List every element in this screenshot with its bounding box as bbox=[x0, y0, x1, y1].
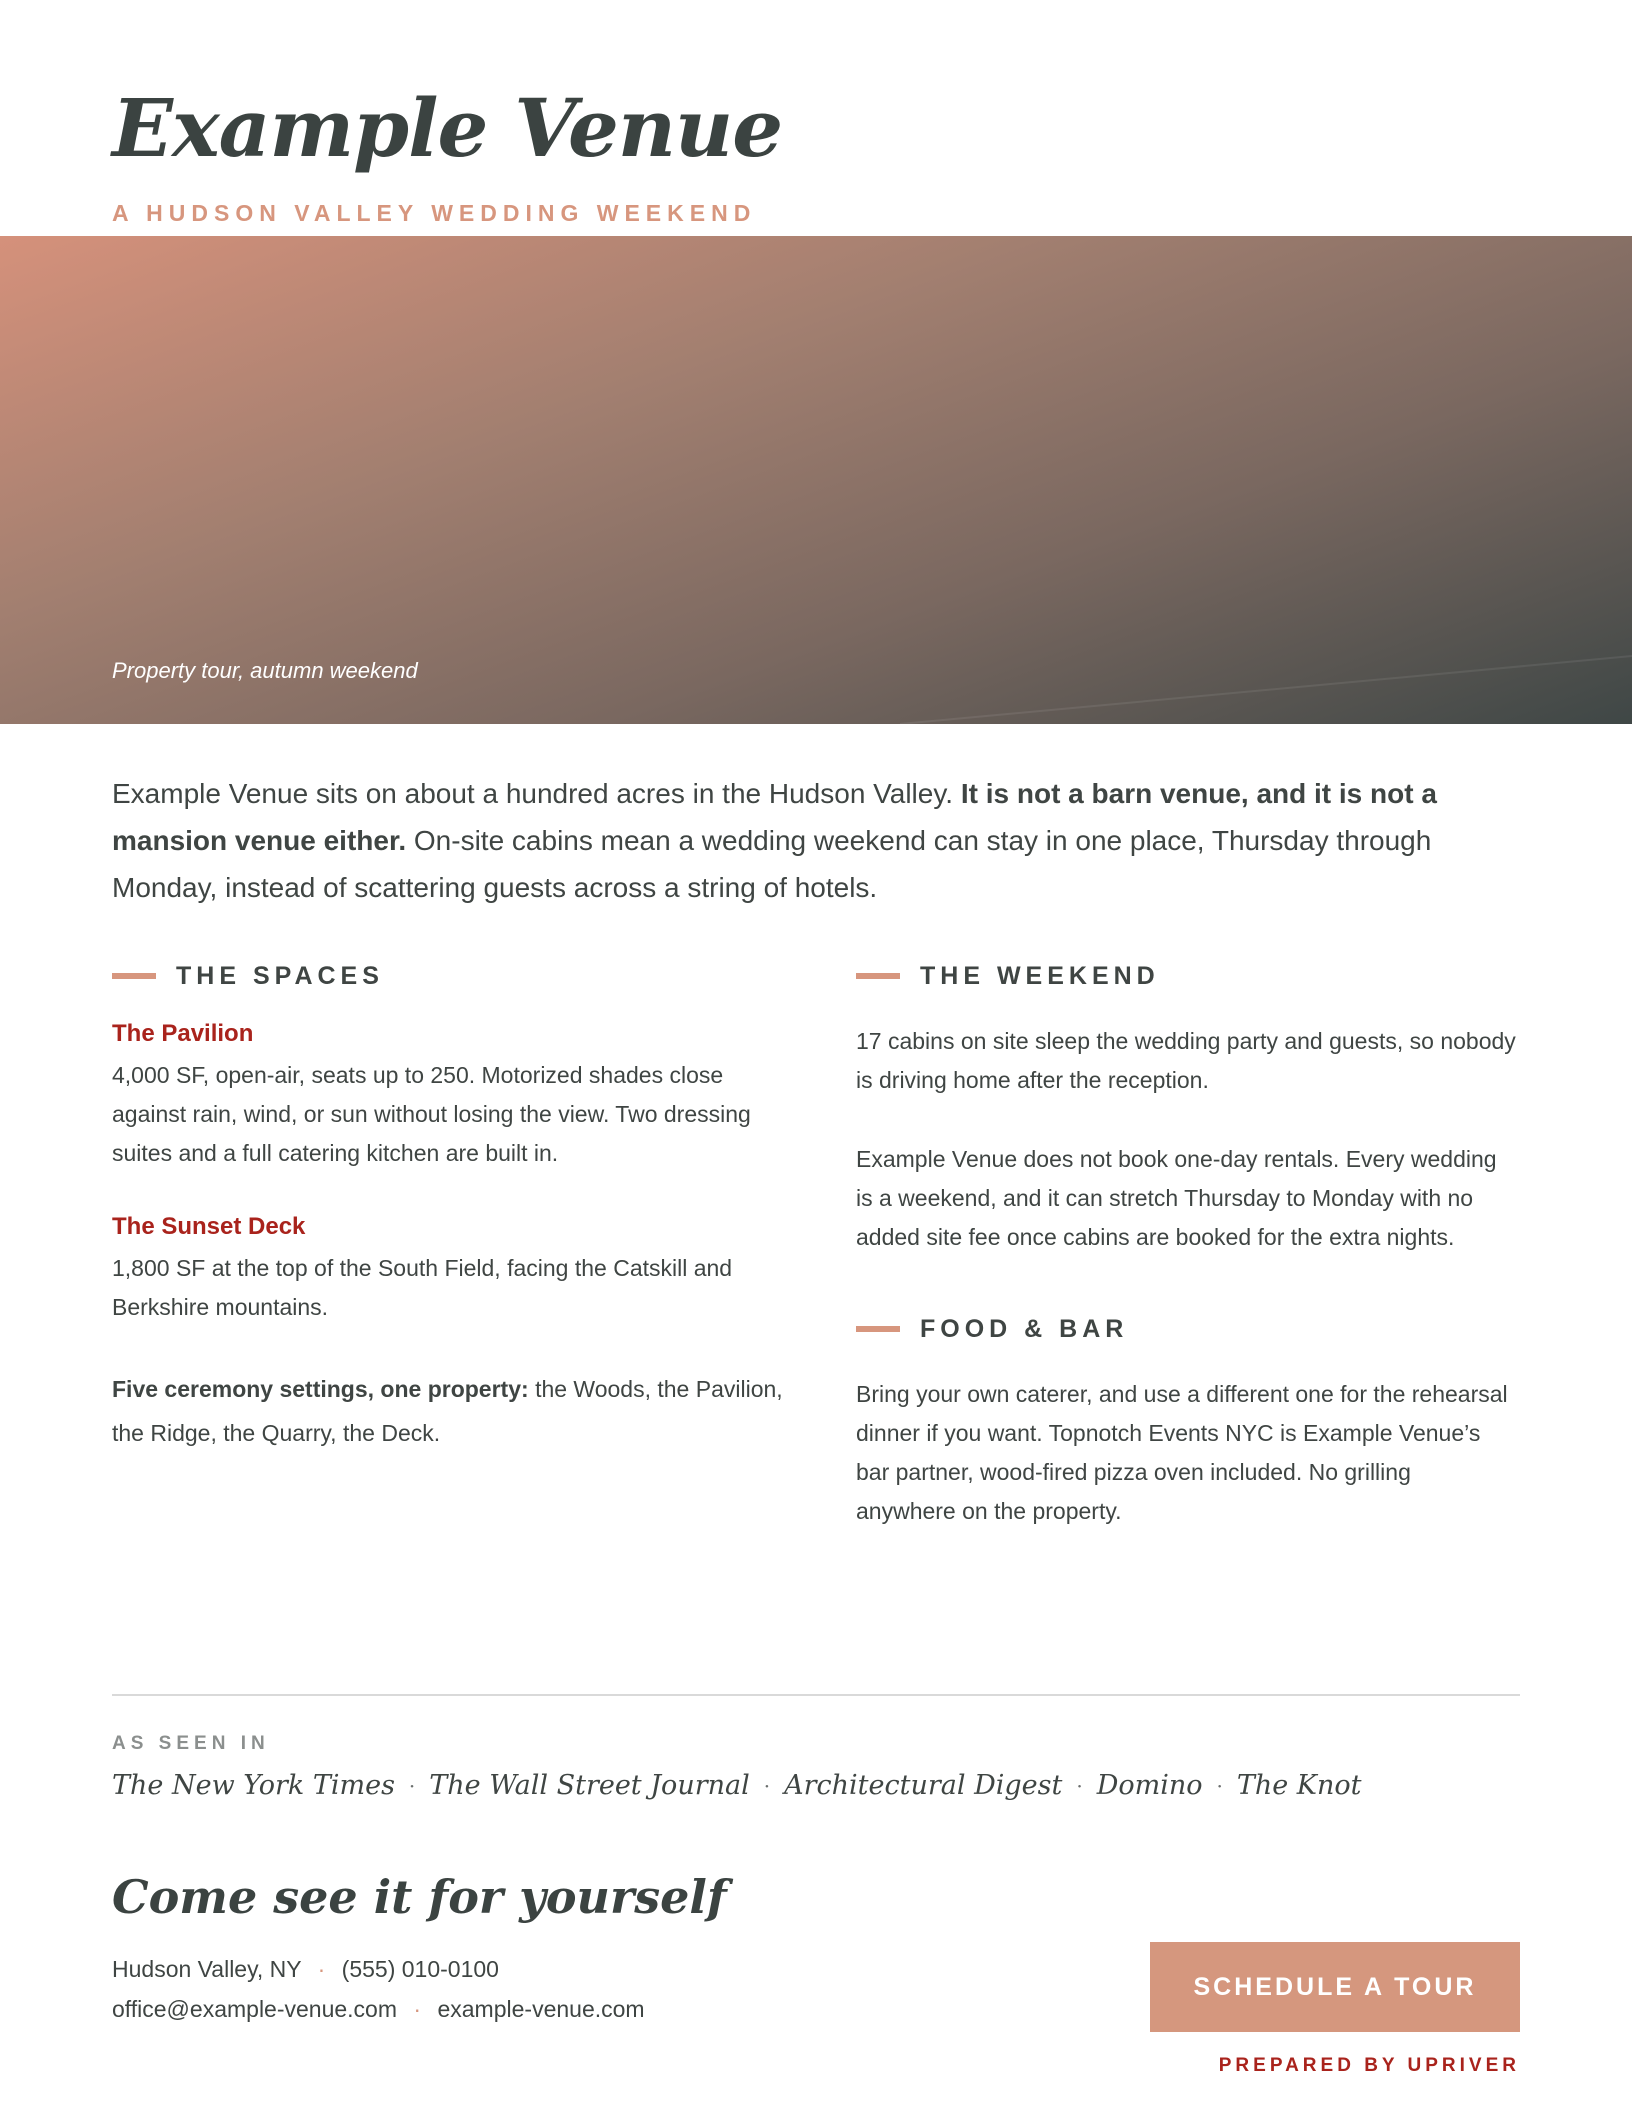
hero-image bbox=[0, 236, 1632, 724]
spaces-heading bbox=[112, 952, 792, 1000]
website-link[interactable]: example-venue.com bbox=[437, 1996, 645, 2022]
weekend-heading-label: THE WEEKEND bbox=[920, 961, 1160, 990]
ceremony-settings bbox=[112, 1367, 792, 1455]
contact-separator: · bbox=[317, 1956, 326, 1982]
press-list bbox=[112, 1770, 1361, 1801]
contact-separator: · bbox=[413, 1996, 422, 2022]
venue-title: Example Venue bbox=[112, 81, 783, 175]
contact-line-2 bbox=[112, 1996, 645, 2023]
prepared-by-label: PREPARED BY UPRIVER bbox=[1218, 2055, 1520, 2076]
weekend-policy-paragraph: Example Venue does not book one-day rentals. Every wedding is a weekend, and it can stretch Thursday to Monday with no added site fee once cabins are booked for the extra nights. bbox=[856, 1146, 1497, 1250]
weekend-column bbox=[856, 952, 1516, 1531]
schedule-tour-button[interactable]: SCHEDULE A TOUR bbox=[1150, 1942, 1520, 2032]
press-outlet: The Knot bbox=[1236, 1770, 1362, 1801]
ceremony-settings-text: the Woods, the Pavilion, the Ridge, the Quarry, the Deck. bbox=[112, 1376, 783, 1446]
hero-texture bbox=[0, 236, 1632, 724]
heading-accent-bar bbox=[112, 973, 156, 979]
pavilion-description: 4,000 SF, open-air, seats up to 250. Motorized shades close against rain, wind, or sun without losing the view. Two dressing suites and a full catering kitchen are built in. bbox=[112, 1062, 751, 1166]
food-heading-label: FOOD & BAR bbox=[920, 1314, 1129, 1343]
sunset-deck-name: The Sunset Deck bbox=[112, 1213, 306, 1240]
press-separator: · bbox=[1076, 1773, 1083, 1798]
intro-paragraph bbox=[112, 770, 1512, 911]
pavilion-name: The Pavilion bbox=[112, 1020, 254, 1047]
intro-lead: Example Venue sits on about a hundred acres in the Hudson Valley. bbox=[112, 778, 954, 809]
press-outlet: The New York Times bbox=[112, 1770, 395, 1801]
heading-accent-bar bbox=[856, 973, 900, 979]
sunset-deck-description: 1,800 SF at the top of the South Field, facing the Catskill and Berkshire mountains. bbox=[112, 1255, 733, 1320]
press-separator: · bbox=[1216, 1773, 1223, 1798]
weekend-heading bbox=[856, 952, 1516, 1000]
intro-bold: It is not a barn venue, and it is not a mansion venue either. bbox=[112, 778, 1437, 856]
weekend-cabins-paragraph: 17 cabins on site sleep the wedding party and guests, so nobody is driving home after the reception. bbox=[856, 1028, 1516, 1093]
as-seen-in-label: AS SEEN IN bbox=[112, 1733, 270, 1754]
location-text: Hudson Valley, NY bbox=[112, 1956, 302, 1982]
press-outlet: Domino bbox=[1096, 1770, 1203, 1801]
heading-accent-bar bbox=[856, 1326, 900, 1332]
food-paragraph: Bring your own caterer, and use a different one for the rehearsal dinner if you want. Topnotch Events NYC is Example Venue’s bar partner, wood-fired pizza oven included. No grilling anywhere on the property. bbox=[856, 1381, 1508, 1524]
section-divider bbox=[112, 1694, 1520, 1696]
ceremony-settings-bold: Five ceremony settings, one property: bbox=[112, 1376, 529, 1402]
press-outlet: Architectural Digest bbox=[784, 1770, 1063, 1801]
cta-title: Come see it for yourself bbox=[112, 1870, 727, 1924]
press-separator: · bbox=[408, 1773, 416, 1798]
intro-rest: On-site cabins mean a wedding weekend can stay in one place, Thursday through Monday, instead of scattering guests across a string of hotels. bbox=[112, 825, 1432, 903]
food-heading bbox=[856, 1305, 1516, 1353]
venue-subtitle: A HUDSON VALLEY WEDDING WEEKEND bbox=[112, 200, 757, 226]
spaces-column bbox=[112, 952, 792, 1455]
press-separator: · bbox=[763, 1773, 771, 1798]
hero-caption: Property tour, autumn weekend bbox=[112, 658, 418, 683]
spaces-heading-label: THE SPACES bbox=[176, 961, 384, 990]
press-outlet: The Wall Street Journal bbox=[429, 1770, 750, 1801]
contact-line-1 bbox=[112, 1956, 499, 1983]
phone-text[interactable]: (555) 010-0100 bbox=[341, 1956, 499, 1982]
email-link[interactable]: office@example-venue.com bbox=[112, 1996, 398, 2022]
